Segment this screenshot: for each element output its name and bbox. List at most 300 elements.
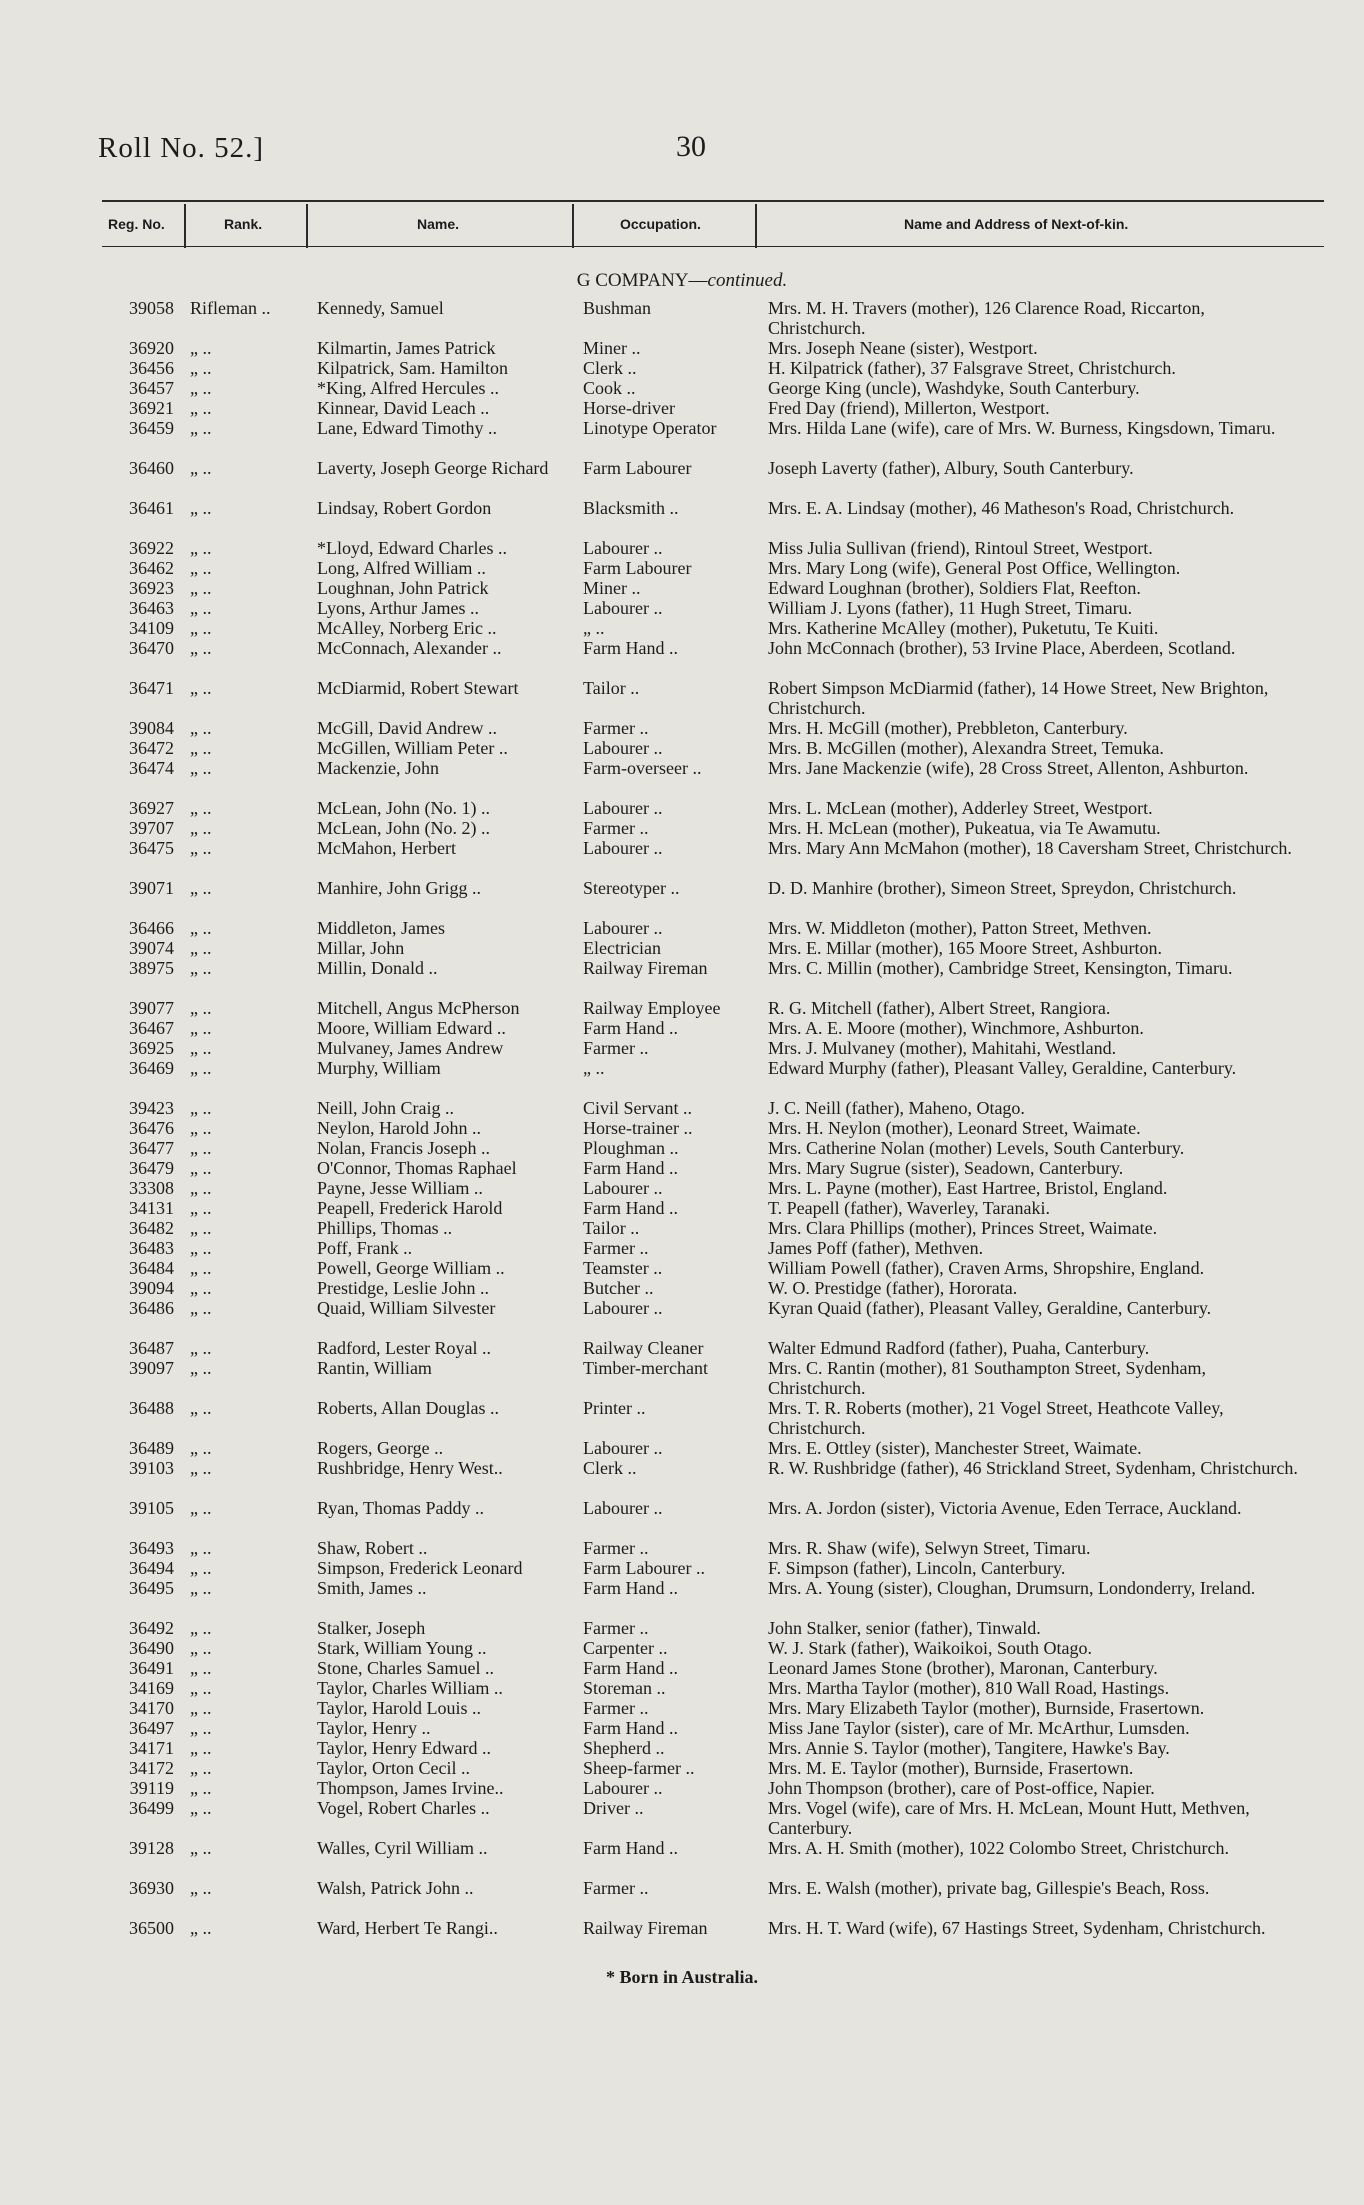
occupation: Butcher .. bbox=[583, 1278, 654, 1298]
occupation: Tailor .. bbox=[583, 1218, 640, 1238]
table-row bbox=[0, 1718, 1364, 1738]
occupation: Labourer .. bbox=[583, 1178, 663, 1198]
table-row bbox=[0, 998, 1364, 1018]
rank: „ .. bbox=[190, 678, 212, 698]
col-header-occupation: Occupation. bbox=[620, 216, 701, 232]
rank: „ .. bbox=[190, 1638, 212, 1658]
next-of-kin: Walter Edmund Radford (father), Puaha, Canterbury. bbox=[768, 1338, 1150, 1358]
soldier-name: Vogel, Robert Charles .. bbox=[317, 1798, 490, 1818]
reg-number: 36921 bbox=[129, 398, 174, 418]
occupation: Cook .. bbox=[583, 378, 636, 398]
next-of-kin: R. W. Rushbridge (father), 46 Strickland Street, Sydenham, Christchurch. bbox=[768, 1458, 1298, 1478]
soldier-name: Kennedy, Samuel bbox=[317, 298, 444, 318]
rank: „ .. bbox=[190, 1738, 212, 1758]
occupation: Farmer .. bbox=[583, 1038, 649, 1058]
soldier-name: Prestidge, Leslie John .. bbox=[317, 1278, 489, 1298]
reg-number: 39423 bbox=[129, 1098, 174, 1118]
reg-number: 36457 bbox=[129, 378, 174, 398]
occupation: Blacksmith .. bbox=[583, 498, 679, 518]
rank: „ .. bbox=[190, 538, 212, 558]
soldier-name: McGill, David Andrew .. bbox=[317, 718, 497, 738]
next-of-kin: Mrs. H. McGill (mother), Prebbleton, Canterbury. bbox=[768, 718, 1128, 738]
table-row bbox=[0, 838, 1364, 878]
occupation: Horse-trainer .. bbox=[583, 1118, 693, 1138]
soldier-name: Millin, Donald .. bbox=[317, 958, 438, 978]
occupation: Farmer .. bbox=[583, 1698, 649, 1718]
next-of-kin: William J. Lyons (father), 11 Hugh Street, Timaru. bbox=[768, 598, 1133, 618]
next-of-kin: John Stalker, senior (father), Tinwald. bbox=[768, 1618, 1041, 1638]
reg-number: 39058 bbox=[129, 298, 174, 318]
occupation: Farm Hand .. bbox=[583, 638, 678, 658]
reg-number: 36474 bbox=[129, 758, 174, 778]
soldier-name: O'Connor, Thomas Raphael bbox=[317, 1158, 517, 1178]
occupation: Railway Employee bbox=[583, 998, 721, 1018]
rank: „ .. bbox=[190, 738, 212, 758]
occupation: Labourer .. bbox=[583, 738, 663, 758]
col-header-reg: Reg. No. bbox=[108, 216, 165, 232]
rank: „ .. bbox=[190, 498, 212, 518]
soldier-name: *Lloyd, Edward Charles .. bbox=[317, 538, 507, 558]
soldier-name: Kinnear, David Leach .. bbox=[317, 398, 490, 418]
company-continued: continued. bbox=[707, 270, 788, 291]
next-of-kin: Mrs. H. Neylon (mother), Leonard Street, Waimate. bbox=[768, 1118, 1141, 1138]
soldier-name: Mitchell, Angus McPherson bbox=[317, 998, 520, 1018]
occupation: Farm Labourer bbox=[583, 458, 692, 478]
reg-number: 36472 bbox=[129, 738, 174, 758]
soldier-name: Murphy, William bbox=[317, 1058, 441, 1078]
soldier-name: Lyons, Arthur James .. bbox=[317, 598, 479, 618]
next-of-kin: Mrs. L. McLean (mother), Adderley Street, Westport. bbox=[768, 798, 1153, 818]
next-of-kin: Mrs. T. R. Roberts (mother), 21 Vogel Street, Heathcote Valley, Christchurch. bbox=[768, 1398, 1224, 1438]
rank: „ .. bbox=[190, 1018, 212, 1038]
soldier-name: Stone, Charles Samuel .. bbox=[317, 1658, 494, 1678]
occupation: Printer .. bbox=[583, 1398, 646, 1418]
soldier-name: Stark, William Young .. bbox=[317, 1638, 487, 1658]
rank: „ .. bbox=[190, 558, 212, 578]
occupation: Farmer .. bbox=[583, 1878, 649, 1898]
table-row bbox=[0, 758, 1364, 798]
soldier-name: Ward, Herbert Te Rangi.. bbox=[317, 1918, 498, 1938]
rank: „ .. bbox=[190, 878, 212, 898]
soldier-name: Ryan, Thomas Paddy .. bbox=[317, 1498, 484, 1518]
rank: „ .. bbox=[190, 1398, 212, 1418]
soldier-name: *King, Alfred Hercules .. bbox=[317, 378, 499, 398]
table-row bbox=[0, 358, 1364, 378]
table-row bbox=[0, 818, 1364, 838]
rank: „ .. bbox=[190, 1498, 212, 1518]
occupation: Farmer .. bbox=[583, 1618, 649, 1638]
soldier-name: Manhire, John Grigg .. bbox=[317, 878, 481, 898]
rank: „ .. bbox=[190, 418, 212, 438]
occupation: Stereotyper .. bbox=[583, 878, 680, 898]
occupation: Horse-driver bbox=[583, 398, 675, 418]
rank: „ .. bbox=[190, 1678, 212, 1698]
next-of-kin: Mrs. Martha Taylor (mother), 810 Wall Road, Hastings. bbox=[768, 1678, 1170, 1698]
col-header-next-of-kin: Name and Address of Next-of-kin. bbox=[904, 216, 1129, 232]
next-of-kin: H. Kilpatrick (father), 37 Falsgrave Street, Christchurch. bbox=[768, 358, 1176, 378]
next-of-kin: Mrs. A. Jordon (sister), Victoria Avenue, Eden Terrace, Auckland. bbox=[768, 1498, 1242, 1518]
next-of-kin: Mrs. Joseph Neane (sister), Westport. bbox=[768, 338, 1038, 358]
soldier-name: Middleton, James bbox=[317, 918, 445, 938]
reg-number: 36467 bbox=[129, 1018, 174, 1038]
soldier-name: Walsh, Patrick John .. bbox=[317, 1878, 474, 1898]
next-of-kin: Mrs. E. A. Lindsay (mother), 46 Matheson's Road, Christchurch. bbox=[768, 498, 1235, 518]
table-row bbox=[0, 378, 1364, 398]
occupation: Bushman bbox=[583, 298, 652, 318]
occupation: Storeman .. bbox=[583, 1678, 666, 1698]
rank: „ .. bbox=[190, 358, 212, 378]
rank: „ .. bbox=[190, 1658, 212, 1678]
occupation: Sheep-farmer .. bbox=[583, 1758, 695, 1778]
next-of-kin: T. Peapell (father), Waverley, Taranaki. bbox=[768, 1198, 1050, 1218]
table-row bbox=[0, 1738, 1364, 1758]
table-row bbox=[0, 1678, 1364, 1698]
rank: „ .. bbox=[190, 1338, 212, 1358]
reg-number: 36460 bbox=[129, 458, 174, 478]
table-row bbox=[0, 1758, 1364, 1778]
table-row bbox=[0, 1038, 1364, 1058]
page-number: 30 bbox=[676, 130, 706, 163]
occupation: Labourer .. bbox=[583, 1438, 663, 1458]
table-row bbox=[0, 1578, 1364, 1618]
reg-number: 33308 bbox=[129, 1178, 174, 1198]
rank: „ .. bbox=[190, 1098, 212, 1118]
reg-number: 36469 bbox=[129, 1058, 174, 1078]
rank: „ .. bbox=[190, 1058, 212, 1078]
occupation: Farm Labourer .. bbox=[583, 1558, 705, 1578]
table-row bbox=[0, 1158, 1364, 1178]
soldier-name: Roberts, Allan Douglas .. bbox=[317, 1398, 499, 1418]
next-of-kin: Edward Murphy (father), Pleasant Valley, Geraldine, Canterbury. bbox=[768, 1058, 1237, 1078]
column-divider bbox=[306, 204, 308, 248]
table-row bbox=[0, 1178, 1364, 1198]
rank: „ .. bbox=[190, 1358, 212, 1378]
soldier-name: Long, Alfred William .. bbox=[317, 558, 486, 578]
footnote: * Born in Australia. bbox=[605, 1967, 759, 1987]
table-row bbox=[0, 738, 1364, 758]
next-of-kin: W. O. Prestidge (father), Hororata. bbox=[768, 1278, 1018, 1298]
rank: „ .. bbox=[190, 638, 212, 658]
table-row bbox=[0, 1278, 1364, 1298]
rank: „ .. bbox=[190, 598, 212, 618]
table-row bbox=[0, 398, 1364, 418]
occupation: Labourer .. bbox=[583, 1498, 663, 1518]
soldier-name: Neylon, Harold John .. bbox=[317, 1118, 481, 1138]
rank: „ .. bbox=[190, 398, 212, 418]
rank: „ .. bbox=[190, 1278, 212, 1298]
soldier-name: Millar, John bbox=[317, 938, 405, 958]
reg-number: 36463 bbox=[129, 598, 174, 618]
occupation: Labourer .. bbox=[583, 1778, 663, 1798]
rank: „ .. bbox=[190, 1538, 212, 1558]
rank: „ .. bbox=[190, 998, 212, 1018]
next-of-kin: John McConnach (brother), 53 Irvine Place, Aberdeen, Scotland. bbox=[768, 638, 1236, 658]
table-row bbox=[0, 798, 1364, 818]
reg-number: 39071 bbox=[129, 878, 174, 898]
soldier-name: Thompson, James Irvine.. bbox=[317, 1778, 504, 1798]
rank: „ .. bbox=[190, 1618, 212, 1638]
next-of-kin: Mrs. C. Rantin (mother), 81 Southampton Street, Sydenham, Christchurch. bbox=[768, 1358, 1206, 1398]
next-of-kin: F. Simpson (father), Lincoln, Canterbury. bbox=[768, 1558, 1066, 1578]
next-of-kin: Mrs. L. Payne (mother), East Hartree, Bristol, England. bbox=[768, 1178, 1168, 1198]
rank: „ .. bbox=[190, 618, 212, 638]
reg-number: 34172 bbox=[129, 1758, 174, 1778]
table-row bbox=[0, 338, 1364, 358]
reg-number: 34169 bbox=[129, 1678, 174, 1698]
rank: „ .. bbox=[190, 1198, 212, 1218]
soldier-name: Rantin, William bbox=[317, 1358, 432, 1378]
next-of-kin: Mrs. Mary Long (wife), General Post Office, Wellington. bbox=[768, 558, 1181, 578]
next-of-kin: Mrs. A. Young (sister), Cloughan, Drumsurn, Londonderry, Ireland. bbox=[768, 1578, 1256, 1598]
reg-number: 36476 bbox=[129, 1118, 174, 1138]
reg-number: 36500 bbox=[129, 1918, 174, 1938]
soldier-name: Peapell, Frederick Harold bbox=[317, 1198, 503, 1218]
occupation: Farmer .. bbox=[583, 818, 649, 838]
next-of-kin: Leonard James Stone (brother), Maronan, Canterbury. bbox=[768, 1658, 1158, 1678]
soldier-name: Lane, Edward Timothy .. bbox=[317, 418, 497, 438]
next-of-kin: Mrs. J. Mulvaney (mother), Mahitahi, Westland. bbox=[768, 1038, 1117, 1058]
rank: „ .. bbox=[190, 578, 212, 598]
occupation: „ .. bbox=[583, 1058, 605, 1078]
reg-number: 39084 bbox=[129, 718, 174, 738]
soldier-name: Neill, John Craig .. bbox=[317, 1098, 454, 1118]
next-of-kin: Mrs. Annie S. Taylor (mother), Tangitere, Hawke's Bay. bbox=[768, 1738, 1170, 1758]
table-row bbox=[0, 598, 1364, 618]
rank: „ .. bbox=[190, 1718, 212, 1738]
reg-number: 36925 bbox=[129, 1038, 174, 1058]
next-of-kin: R. G. Mitchell (father), Albert Street, Rangiora. bbox=[768, 998, 1111, 1018]
soldier-name: McLean, John (No. 2) .. bbox=[317, 818, 490, 838]
table-row bbox=[0, 938, 1364, 958]
occupation: Carpenter .. bbox=[583, 1638, 668, 1658]
soldier-name: Quaid, William Silvester bbox=[317, 1298, 496, 1318]
occupation: Tailor .. bbox=[583, 678, 640, 698]
table-row bbox=[0, 1778, 1364, 1798]
reg-number: 36487 bbox=[129, 1338, 174, 1358]
next-of-kin: Mrs. Mary Ann McMahon (mother), 18 Caversham Street, Christchurch. bbox=[768, 838, 1292, 858]
reg-number: 39119 bbox=[129, 1778, 174, 1798]
table-row bbox=[0, 1558, 1364, 1578]
next-of-kin: Fred Day (friend), Millerton, Westport. bbox=[768, 398, 1050, 418]
soldier-name: Loughnan, John Patrick bbox=[317, 578, 489, 598]
rank: „ .. bbox=[190, 1258, 212, 1278]
table-row bbox=[0, 1458, 1364, 1498]
table-row bbox=[0, 578, 1364, 598]
soldier-name: Rogers, George .. bbox=[317, 1438, 444, 1458]
company-heading bbox=[0, 270, 1364, 292]
reg-number: 36491 bbox=[129, 1658, 174, 1678]
table-row bbox=[0, 1658, 1364, 1678]
occupation: Teamster .. bbox=[583, 1258, 663, 1278]
table-row bbox=[0, 678, 1364, 718]
column-divider bbox=[572, 204, 574, 248]
next-of-kin: Mrs. W. Middleton (mother), Patton Street, Methven. bbox=[768, 918, 1152, 938]
next-of-kin: Robert Simpson McDiarmid (father), 14 Howe Street, New Brighton, Christchurch. bbox=[768, 678, 1269, 718]
soldier-name: Taylor, Harold Louis .. bbox=[317, 1698, 481, 1718]
occupation: Farm Hand .. bbox=[583, 1018, 678, 1038]
soldier-name: Walles, Cyril William .. bbox=[317, 1838, 488, 1858]
soldier-name: Taylor, Orton Cecil .. bbox=[317, 1758, 470, 1778]
reg-number: 39105 bbox=[129, 1498, 174, 1518]
table-row bbox=[0, 1238, 1364, 1258]
occupation: Railway Fireman bbox=[583, 958, 708, 978]
soldier-name: McAlley, Norberg Eric .. bbox=[317, 618, 497, 638]
soldier-name: Lindsay, Robert Gordon bbox=[317, 498, 492, 518]
table-row bbox=[0, 498, 1364, 538]
occupation: Labourer .. bbox=[583, 918, 663, 938]
occupation: Farm Hand .. bbox=[583, 1198, 678, 1218]
table-row bbox=[0, 1398, 1364, 1438]
reg-number: 34131 bbox=[129, 1198, 174, 1218]
reg-number: 36471 bbox=[129, 678, 174, 698]
soldier-name: Mackenzie, John bbox=[317, 758, 439, 778]
reg-number: 36489 bbox=[129, 1438, 174, 1458]
soldier-name: Shaw, Robert .. bbox=[317, 1538, 428, 1558]
soldier-name: Moore, William Edward .. bbox=[317, 1018, 506, 1038]
col-header-name: Name. bbox=[417, 216, 460, 232]
soldier-name: Taylor, Henry Edward .. bbox=[317, 1738, 491, 1758]
reg-number: 34170 bbox=[129, 1698, 174, 1718]
occupation: Clerk .. bbox=[583, 358, 637, 378]
table-row bbox=[0, 1618, 1364, 1638]
column-divider bbox=[184, 204, 186, 248]
next-of-kin: John Thompson (brother), care of Post-office, Napier. bbox=[768, 1778, 1155, 1798]
rank: „ .. bbox=[190, 758, 212, 778]
table-row bbox=[0, 1118, 1364, 1138]
next-of-kin: Mrs. M. H. Travers (mother), 126 Clarence Road, Riccarton, Christchurch. bbox=[768, 298, 1205, 338]
table-row bbox=[0, 1498, 1364, 1538]
reg-number: 36494 bbox=[129, 1558, 174, 1578]
rank: „ .. bbox=[190, 338, 212, 358]
next-of-kin: D. D. Manhire (brother), Simeon Street, Spreydon, Christchurch. bbox=[768, 878, 1237, 898]
table-row bbox=[0, 718, 1364, 738]
rank: „ .. bbox=[190, 458, 212, 478]
table-row bbox=[0, 1538, 1364, 1558]
table-row bbox=[0, 1438, 1364, 1458]
occupation: Labourer .. bbox=[583, 798, 663, 818]
table-row bbox=[0, 538, 1364, 558]
rank: „ .. bbox=[190, 818, 212, 838]
table-row bbox=[0, 618, 1364, 638]
rank: „ .. bbox=[190, 1158, 212, 1178]
table-row bbox=[0, 918, 1364, 938]
rank: „ .. bbox=[190, 1458, 212, 1478]
reg-number: 39103 bbox=[129, 1458, 174, 1478]
roll-number: Roll No. 52.] bbox=[98, 132, 265, 164]
occupation: Railway Fireman bbox=[583, 1918, 708, 1938]
reg-number: 36484 bbox=[129, 1258, 174, 1278]
table-row bbox=[0, 1638, 1364, 1658]
table-row bbox=[0, 558, 1364, 578]
reg-number: 36477 bbox=[129, 1138, 174, 1158]
reg-number: 36923 bbox=[129, 578, 174, 598]
rank: „ .. bbox=[190, 1878, 212, 1898]
rank: „ .. bbox=[190, 958, 212, 978]
soldier-name: McConnach, Alexander .. bbox=[317, 638, 502, 658]
next-of-kin: Edward Loughnan (brother), Soldiers Flat, Reefton. bbox=[768, 578, 1141, 598]
next-of-kin: Mrs. B. McGillen (mother), Alexandra Street, Temuka. bbox=[768, 738, 1164, 758]
table-row bbox=[0, 1258, 1364, 1278]
table-row bbox=[0, 1218, 1364, 1238]
reg-number: 36483 bbox=[129, 1238, 174, 1258]
soldier-name: Taylor, Henry .. bbox=[317, 1718, 431, 1738]
next-of-kin: Mrs. H. McLean (mother), Pukeatua, via Te Awamutu. bbox=[768, 818, 1161, 838]
reg-number: 36461 bbox=[129, 498, 174, 518]
roll-table bbox=[0, 298, 1364, 1958]
table-row bbox=[0, 1798, 1364, 1838]
occupation: Farm Labourer bbox=[583, 558, 692, 578]
occupation: Farm-overseer .. bbox=[583, 758, 702, 778]
soldier-name: McLean, John (No. 1) .. bbox=[317, 798, 490, 818]
next-of-kin: Mrs. H. T. Ward (wife), 67 Hastings Street, Sydenham, Christchurch. bbox=[768, 1918, 1266, 1938]
next-of-kin: Mrs. Vogel (wife), care of Mrs. H. McLean, Mount Hutt, Methven, Canterbury. bbox=[768, 1798, 1250, 1838]
table-row bbox=[0, 1098, 1364, 1118]
reg-number: 36479 bbox=[129, 1158, 174, 1178]
table-row bbox=[0, 418, 1364, 458]
rank: „ .. bbox=[190, 798, 212, 818]
column-divider bbox=[755, 204, 757, 248]
next-of-kin: Mrs. A. E. Moore (mother), Winchmore, Ashburton. bbox=[768, 1018, 1144, 1038]
reg-number: 36456 bbox=[129, 358, 174, 378]
occupation: Clerk .. bbox=[583, 1458, 637, 1478]
rank: „ .. bbox=[190, 1918, 212, 1938]
reg-number: 39097 bbox=[129, 1358, 174, 1378]
soldier-name: Radford, Lester Royal .. bbox=[317, 1338, 491, 1358]
reg-number: 39074 bbox=[129, 938, 174, 958]
reg-number: 36492 bbox=[129, 1618, 174, 1638]
next-of-kin: Mrs. C. Millin (mother), Cambridge Street, Kensington, Timaru. bbox=[768, 958, 1233, 978]
occupation: Labourer .. bbox=[583, 1298, 663, 1318]
next-of-kin: Mrs. Mary Sugrue (sister), Seadown, Canterbury. bbox=[768, 1158, 1124, 1178]
occupation: Farm Hand .. bbox=[583, 1578, 678, 1598]
next-of-kin: Mrs. Catherine Nolan (mother) Levels, South Canterbury. bbox=[768, 1138, 1185, 1158]
next-of-kin: George King (uncle), Washdyke, South Canterbury. bbox=[768, 378, 1140, 398]
next-of-kin: Mrs. Mary Elizabeth Taylor (mother), Burnside, Frasertown. bbox=[768, 1698, 1205, 1718]
occupation: Farm Hand .. bbox=[583, 1718, 678, 1738]
next-of-kin: J. C. Neill (father), Maheno, Otago. bbox=[768, 1098, 1025, 1118]
soldier-name: McGillen, William Peter .. bbox=[317, 738, 508, 758]
rank: „ .. bbox=[190, 1778, 212, 1798]
soldier-name: Simpson, Frederick Leonard bbox=[317, 1558, 523, 1578]
rank: „ .. bbox=[190, 1118, 212, 1138]
reg-number: 38975 bbox=[129, 958, 174, 978]
next-of-kin: W. J. Stark (father), Waikoikoi, South Otago. bbox=[768, 1638, 1093, 1658]
rank: „ .. bbox=[190, 1178, 212, 1198]
rank: „ .. bbox=[190, 1038, 212, 1058]
next-of-kin: Mrs. Katherine McAlley (mother), Puketutu, Te Kuiti. bbox=[768, 618, 1159, 638]
reg-number: 36490 bbox=[129, 1638, 174, 1658]
reg-number: 36470 bbox=[129, 638, 174, 658]
table-row bbox=[0, 1338, 1364, 1358]
next-of-kin: Mrs. Jane Mackenzie (wife), 28 Cross Street, Allenton, Ashburton. bbox=[768, 758, 1249, 778]
rank: „ .. bbox=[190, 1298, 212, 1318]
table-row bbox=[0, 638, 1364, 678]
reg-number: 36497 bbox=[129, 1718, 174, 1738]
reg-number: 36486 bbox=[129, 1298, 174, 1318]
reg-number: 39707 bbox=[129, 818, 174, 838]
company-title: G COMPANY— bbox=[576, 270, 708, 291]
soldier-name: Smith, James .. bbox=[317, 1578, 427, 1598]
table-row bbox=[0, 1358, 1364, 1398]
rank: „ .. bbox=[190, 1438, 212, 1458]
rank: „ .. bbox=[190, 1138, 212, 1158]
reg-number: 36499 bbox=[129, 1798, 174, 1818]
next-of-kin: Kyran Quaid (father), Pleasant Valley, Geraldine, Canterbury. bbox=[768, 1298, 1212, 1318]
occupation: Civil Servant .. bbox=[583, 1098, 692, 1118]
soldier-name: Payne, Jesse William .. bbox=[317, 1178, 483, 1198]
rank: „ .. bbox=[190, 1558, 212, 1578]
next-of-kin: Mrs. M. E. Taylor (mother), Burnside, Frasertown. bbox=[768, 1758, 1134, 1778]
